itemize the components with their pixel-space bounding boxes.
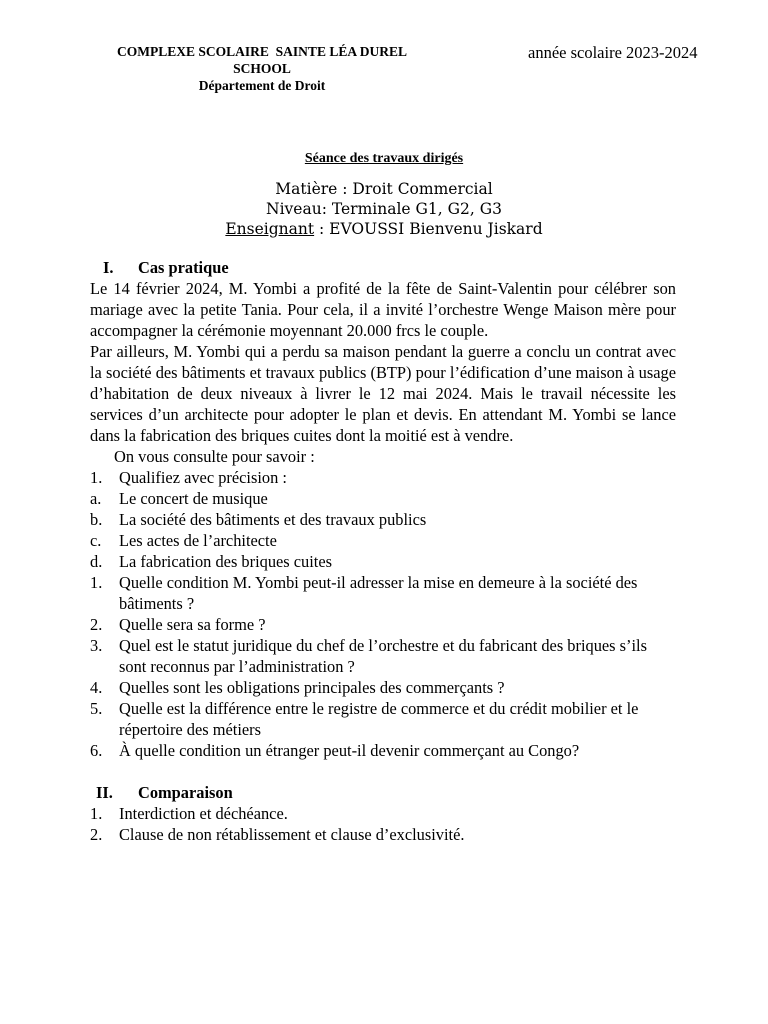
- list-text: Quel est le statut juridique du chef de l’orchestre et du fabricant des briques s’ils sont reconnus par l’administration ?: [119, 636, 647, 676]
- list-marker: 1.: [90, 573, 103, 592]
- list-text: Qualifiez avec précision :: [119, 468, 287, 487]
- consult-line: On vous consulte pour savoir :: [114, 447, 315, 466]
- department-name: Département de Droit: [198, 78, 326, 93]
- list-item: [90, 572, 676, 614]
- list-text: À quelle condition un étranger peut-il devenir commerçant au Congo?: [119, 741, 580, 760]
- subject-line: Matière : Droit Commercial: [275, 180, 493, 198]
- list-marker: 3.: [90, 636, 103, 655]
- list-text: Clause de non rétablissement et clause d’exclusivité.: [119, 825, 465, 844]
- list-marker: 5.: [90, 699, 103, 718]
- section-title-2: Comparaison: [138, 783, 233, 802]
- list-item: [90, 677, 676, 698]
- list-text: La fabrication des briques cuites: [119, 552, 332, 571]
- list-marker: c.: [90, 531, 102, 550]
- case-paragraph-2: Par ailleurs, M. Yombi qui a perdu sa maison pendant la guerre a conclu un contrat avec la société des bâtiments et travaux publics (BTP) pour l’édification d’une maison à usage d’habitation de deux niveaux à livrer le 12 mai 2024. Mais le travail nécessite les services d’un architecte pour adopter le plan et devis. En attendant M. Yombi se lance dans la fabrication des briques cuites dont la moitié est à vendre.: [90, 342, 676, 445]
- teacher-value: : EVOUSSI Bienvenu Jiskard: [314, 220, 543, 238]
- list-text: Les actes de l’architecte: [119, 531, 277, 550]
- list-text: Quelle sera sa forme ?: [119, 615, 266, 634]
- school-name-line1: COMPLEXE SCOLAIRE SAINTE LÉA DUREL: [117, 44, 407, 59]
- section-heading-1: [90, 257, 676, 278]
- list-item: [90, 614, 676, 635]
- course-info: [0, 179, 768, 239]
- teacher-label: Enseignant: [225, 220, 315, 238]
- section-title-1: Cas pratique: [138, 258, 229, 277]
- list-marker: d.: [90, 552, 103, 571]
- list-marker: b.: [90, 510, 103, 529]
- level-line: Niveau: Terminale G1, G2, G3: [266, 200, 502, 218]
- list-item: [90, 530, 676, 551]
- school-year: année scolaire 2023-2024: [528, 43, 698, 62]
- list-item: [90, 488, 676, 509]
- list-marker: 6.: [90, 741, 103, 760]
- list-item: [90, 551, 676, 572]
- list-text: Le concert de musique: [119, 489, 268, 508]
- teacher-line: [0, 219, 768, 239]
- session-title: Séance des travaux dirigés: [304, 151, 464, 166]
- list-marker: 1.: [90, 468, 103, 487]
- list-marker: 2.: [90, 825, 103, 844]
- list-item: [90, 635, 676, 677]
- list-item: [90, 698, 676, 740]
- list-text: Quelles sont les obligations principales des commerçants ?: [119, 678, 505, 697]
- section-number-1: I.: [103, 258, 114, 277]
- list-item: [90, 803, 676, 824]
- list-marker: 1.: [90, 804, 103, 823]
- list-marker: 4.: [90, 678, 103, 697]
- list-item: [90, 509, 676, 530]
- document-body: [90, 257, 676, 845]
- list-item: [90, 467, 676, 488]
- spacer: [90, 761, 676, 782]
- school-name-line2: SCHOOL: [233, 61, 291, 76]
- list-marker: 2.: [90, 615, 103, 634]
- list-item: [90, 740, 676, 761]
- list-item: [90, 824, 676, 845]
- case-paragraph-1: Le 14 février 2024, M. Yombi a profité de la fête de Saint-Valentin pour célébrer son mariage avec la petite Tania. Pour cela, il a invité l’orchestre Wenge Maison mère pour accompagner la cérémonie moyennant 20.000 frcs le couple.: [90, 279, 676, 340]
- section-number-2: II.: [96, 783, 113, 802]
- list-text: Quelle est la différence entre le registre de commerce et du crédit mobilier et le répertoire des métiers: [119, 699, 639, 739]
- list-text: La société des bâtiments et des travaux publics: [119, 510, 427, 529]
- list-marker: a.: [90, 489, 102, 508]
- list-text: Quelle condition M. Yombi peut-il adresser la mise en demeure à la société des bâtiments ?: [119, 573, 638, 613]
- section-heading-2: [90, 782, 676, 803]
- list-text: Interdiction et déchéance.: [119, 804, 288, 823]
- school-header: [90, 43, 434, 94]
